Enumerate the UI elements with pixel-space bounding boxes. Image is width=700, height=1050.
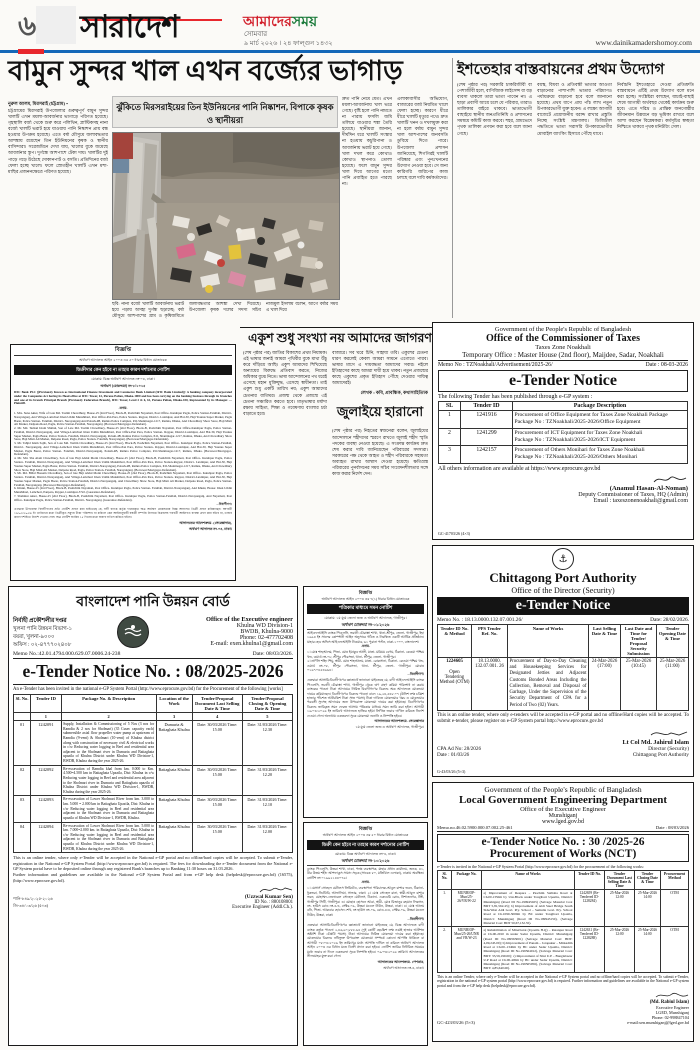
col-header: Package No. [452,871,482,890]
ific-plaintiff-tag: —Plaintiff. [14,397,232,406]
table-row [14,822,293,853]
cell: Re-excavation of Lower Sholmari River from km. 3.000 to km. 5.000 = 2.000 km in Batiaghata Upazila, Dist: Khulna in c/w Reducing water logging in Beel and residential area adjacent to the Sholmari river in Dumuria and Batiaghata upazila of Khulna WD Division-1, BWDB, Khulna. [61,796,156,822]
cpa-signatory-title1: Director (Security) [648,745,689,752]
brand-logo-red: আমাদের [243,15,292,30]
bwdb-date: Date: 08/03/2026. [252,651,293,657]
ific-defendant-2: 2. Mr. Md. Tarikul Islam Shimul, Son of Late Md. Taslim Chowdhury, House-25 (2nd Floor), Block-B, Poshchim Nayamati, Post Office-Kutubpur Pagla, Police Station- Fatullah, District-Narayanganj, And Village-Lamchori Iman Uddin Munshibari, Post Office-Pan Para, Police Station- Raypur, District-Luxmipur, And Hal-30, Haji Younus Super Market, Pagla Bazar, Police Station- Fatullah, District-Narayanganj, Polash-4B, Ramna Police Complex, P.O- Shantinagar-1217, Ramna, Dhaka, And Chowdhury Show Store, Haji Misir Ali Market, Delpana Road, Pagla, Police Station- Fatullah, Narayanganj. (Borrower/Mortgagor-Defendant). [14,426,232,442]
lead-photo-caption: ছবি: নানা বর্জ্যে খালটি আবর্জনায় ভরাট হয়ে পড়ায় অসহ্য দুর্গন্ধ ছড়াচ্ছে; বর্ষা মৌসুমে আশপাশের গ্রাম ও কৃষিজমিতে জলাবদ্ধতার আশঙ্কা দেখা দিয়েছে। উপজেলা কৃষক দলের সদস্য সচিব নাজমুল ইসলাম বলেন, আগে বর্ষার সময় এ খাল দিয়ে [112,301,338,318]
cell: 1242157 [461,446,513,464]
lead-column-3: এলাকাবাসীর অভিযোগ, বাজারের বর্জ্য নিয়মিত খালে ফেলা হচ্ছে। কারণে ধীরে ধীরে খালটি মৃত্যুর পথে। দ্রুত খালটি খনন ও দখলমুক্ত করা না হলে বর্ষায় বামুন সুন্দর খাল আশপাশের জনবসতি ডুবিয়ে দিতে পারে। উপজেলা প্রশাসন জানিয়েছে, শিগগিরই খালটি পরিষ্কার এবং পুনঃখননের উদ্যোগ নেওয়া হবে। সে জন্য কারিগরি জরিপের কাজ চলছে বলে দাবি কর্মকর্তাদের। [397,96,448,180]
july-article-text: (শেষ পৃষ্ঠার পর) নিহতের স্বজনেরা বলেন, জুলাইয়ের আন্দোলনে শহীদদের স্মরণে রাখতে জুলাই শহীদ স্মৃতি পদকের ব্যবস্থা নেওয়া হয়েছে। এ সংক্রান্ত কার্যক্রম দ্রুত শেষ করার দাবি জানিয়েছেন পরিবারের সদস্যরা। সরকারের পক্ষ থেকে আহত ও শহীদ পরিবারকে সহায়তা অব্যাহত রাখার আশ্বাস দেওয়া হয়েছে। ক্ষতিগ্রস্ত পরিবারের পুনর্বাসনের সময় সচিব সংবেদনশীলতার সঙ্গে কাজ করার নির্দেশ দেন। [332,428,428,477]
ific-signature-line2: অর্থঋণ আদালত নং-০৪, ঢাকা। [189,526,232,531]
day-label: সোমবার [244,30,268,38]
col-header: Procurement Method [661,871,689,890]
lged-tender-table [437,870,689,973]
cell: Date: 30/03/2026 Time: 15.00 [192,796,242,822]
cpa-date: Date: 28/02/2026. [650,617,689,623]
bwdb-notice-box [8,586,298,1046]
summons-versus: -বনাম- [360,644,371,649]
lged-signatory-name: (Md. Rabiul Islam) [649,1000,689,1006]
bwdb-notice-title: e-Tender Notice No. : 08/2025-2026 [13,661,293,685]
cell: Procurement of Day-to-Day Cleaning and Housekeeping Services for Designated Jetties and Adjacent Customs Bonded Areas Including the Collection, Removal and Disposal of Garbage, Under the Supervision of the Security Department of CPA for a Period of Two (02) Years. [508,658,589,711]
lged-dept: Local Government Engineering Department [458,794,668,806]
decree-mokam: মোকাম: বিজ্ঞ অর্থঋণ আদালত নং-৪, ঢাকা। [334,852,397,856]
cell: 1241299 [461,428,513,446]
summons-notice-box [303,586,428,818]
taxes-temp-office: Temporary Office : Master House (2nd floor), Maijdee, Sadar, Noakhali [438,351,688,361]
summons-mokam: মোকাম: ১ম যুগ্ম জেলা জজ ও অর্থঋণ আদালত, গাজীপুর। [324,616,407,620]
taxes-zone: Taxes Zone Noakhali [535,344,591,351]
lead-column-1: চট্টগ্রামের মিরসরাই উপজেলার গুরুত্বপূর্ণ বামুন সুন্দর খালটি এখন ময়লা-আবর্জনার ভাগাড়ে পরিণত হয়েছে। গৃহস্থালি বর্জ্য থেকে শুরু করে পলিথিন, প্লাস্টিকসহ নানা বর্জ্যে খালটি ভরাট হয়ে যাওয়ায় পানি নিষ্কাশন প্রায় বন্ধ হওয়ার উপক্রম হয়েছে। এতে বর্ষা মৌসুমে জলাবদ্ধতার আশঙ্কায় রয়েছেন তিন ইউনিয়নের কৃষক ও স্থানীয় বাসিন্দারা। সরেজমিনে দেখা যায়, খালের বুকে জমেছে আবর্জনার স্তূপ। দুর্গন্ধে আশপাশে টেকা দায়। খালটির দুই পাড়ে গড়ে উঠেছে দোকানপাট ও বসতি। প্রতিদিনের বর্জ্য ফেলা হচ্ছে খালে। ফলে স্রোতহীন খালটি এখন মশা-মাছির প্রজননক্ষেত্রে পরিণত হয়েছে। [8,108,108,174]
lead-photo [112,132,340,300]
lead-subhead-box: ঝুঁকিতে মিরসরাইয়ের তিন ইউনিয়নের পানি নিষ্কাশন, বিপাকে কৃষক ও স্থানীয়রা [112,96,338,128]
bwdb-logo-icon [117,616,149,648]
col-header: Tender Opening Date & Time [657,625,689,658]
col-header: Tender ID [31,695,62,713]
cell: MUNRIOP-Mun/25-26/VR/W-22 [452,890,482,927]
table-header-row [14,695,293,713]
taxes-info-line: All others information are available at https://www.eprocure.gov.bd [438,465,601,472]
cell: 5 [242,713,292,721]
cell: 04 [14,822,31,853]
header-rule-red [18,49,44,55]
ekush-column-2 [332,350,428,582]
cell: 1. [438,890,452,927]
col-header: SL [439,402,461,411]
bwdb-signatory-name: (Uzzwal Kumar Sen) [244,894,293,901]
cpa-tender-table [437,624,689,711]
cell [14,713,31,721]
bwdb-office-en-line4: Phone: 02-477702408 [239,635,293,641]
column-divider [452,58,453,318]
bwdb-office-en [158,616,293,650]
col-header: Name of Works [482,871,575,890]
cell: Re-excavation of Ramdia khal from km. 0.000 to Km. 4.500=4.500 km in Batiaghata Upazila, Dist: Khulna in c/w Reducing water logging in Beel and residential area adjacent to the Sholmari river in Dumuria and Batiaghata upazila of Khulna District under Khulna WD Division-1, BWDB, Khulna during the year 2025-26. [61,765,156,796]
cell: Date: 31/03/2026 Time: 12.30 [242,721,292,766]
cpa-signatory-title2: Chittagong Port Authority [632,751,689,758]
manifesto-headline: ইশতেহার বাস্তবায়নের প্রথম উদ্যোগ [457,62,665,78]
lged-govt-line: Government of the People's Republic of Bangladesh [484,785,642,794]
cell: Dumuria & Batiaghata Khulna [156,721,192,766]
lged-place: Munshiganj [548,813,578,819]
bwdb-signatory-title: Executive Engineer (Addl.Ch.). [232,905,293,911]
cell: MUNRIOP-Mun/25-26/UNR and VR/W-23 [452,927,482,973]
package-no: Package No : TZNoakhali/2025-2026/Office Equipment [514,419,641,426]
taxes-office: Office of the Commissioner of Taxes [486,333,640,344]
decree-versus: -বনাম- [360,880,371,885]
cpa-ad-no: CPA Ad No: 28/2026 [437,745,482,752]
bwdb-office-en-line2: Khulna WD Division-1 [236,623,293,629]
decree-signature-1: আদালতের আদেশক্রমে- পেশকার, [377,959,424,964]
ific-plaintiff: IFIC Bank PLC [(Previously Known as International Finance Investment and Commerce Bank Limited (IFIC Bank Limited)]: A banking company incorporated under the Companies Act having its Head office at IFIC Tower, 61, Purana Paltan, Dhaka-1000 and has been carrying on the banking business through its branches and one of its branch Principal Branch (Previously Federation Branch), IFIC Tower, Level 2 & 6, 61, Purana Paltan, Dhaka-100, Represented by its Manager. [14,390,232,402]
header-rule-blue [0,50,700,53]
taxes-signatory-email: Email : taxeszonenoakhali@gmail.com [593,497,688,504]
lged-ref: GC-423/03/26 (5×3) [437,1020,475,1026]
lged-notice-box [432,782,694,1042]
table-row [438,927,689,973]
bwdb-memo: Memo No.:42.01.4794.000.629.07.0006.24-238 [13,651,121,657]
cell: 1242631 (Re-Tendered ID-1228288) [575,927,605,973]
section-title: সারাদেশ [80,9,179,44]
cpa-name: Chittagong Port Authority [489,570,637,585]
bwdb-ref-2: জি-৩৪/০৩/২৬ (৫×৩) [13,903,48,909]
decree-law-line: অর্থঋণ আদালত আইন ২০০৩ এর ৫০ ধারার বিধান মোতাবেক [322,833,409,837]
decree-notice-box [303,822,428,1046]
bwdb-office-bn-line4: অফিস : ০২-৪৭৭৭০২৪০৮ [13,642,72,648]
summons-party-tag: ...বিবাদীগণ। [407,672,424,677]
signature-icon [652,474,688,485]
col-header: Sl. No. [14,695,31,713]
tender-id: 1224605 [446,659,463,664]
section-rule [240,327,440,328]
table-row [14,765,293,796]
lged-note: This is an online Tender, where only e-Tender will be accepted in the National e-GP System portal and no offline/hard copies will be accepted. To submit e-Tender, registration in the national e-GP system portal (http://www.eprocure.gov.bd) is required. Further information and guidelines are available in the National e-GP system portal and from the e-GP help desk (helpdesk@eprocure.gov.bd). [437,974,689,989]
bwdb-office-en-line3: BWDB, Khulna-9000 [240,629,293,635]
decree-label: বিজ্ঞপ্তি [358,826,373,831]
package-desc: Procurement of Others Monihari for Taxes Zone Noakhali [514,447,645,454]
cell: Batiaghata Khulna [156,765,192,796]
cell: Date: 30/03/2026 Time: 15.00 [192,822,242,853]
signature-icon [655,991,689,1000]
taxes-intro: The following Tender has been published through e-GP system : [438,394,593,400]
date-line: ৯ মার্চ ২০২৬ । ২৪ ফাল্গুন ১৪৩২ [244,40,333,47]
manifesto-column-1: (শেষ পৃষ্ঠার পর) সরকারি চাকরিজীবী বা পেশাজীবী হলে, বাণিজ্যিক লাইসেন্স বা বড় ব্যবসা থাকলে তারা ভাতা পাবেন না। এ ছাড়া প্রবাসী আয়ে চলে যে পরিবার, তারাও তালিকার বাইরে থাকবে। ভাতাভোগী বাছাইয়ে স্থানীয় জনপ্রতিনিধি ও প্রশাসনের সমন্বয়ে কমিটি কাজ করবে। শহর, গ্রামভেদে পৃথক তালিকা প্রণয়ন করা হবে বলে জানা গেছে। [457,82,532,136]
ekush-column-2-text: বাজারে। সব ঘরে চিনি, সাহায্য তবি। একুশের চেতনা ধারণ করলেই কেবল আমরা সামনে এগোতে পারব। ভাষার মাসে এ দায়বদ্ধতা আমাদের সবার। নইলে ইতিহাসের কাছে আমরা দায়ী হয়ে থাকব। নতুন প্রজন্মের কাছে একুশের প্রকৃত ইতিহাস পৌঁছে দেওয়ার দায়িত্ব আমাদেরই। [332,350,428,386]
col-header: Location of the Work [156,695,192,713]
cell: 25-Mar-2026 14:00 [635,927,661,973]
cell: OTM [661,890,689,927]
cell: Date: 30/03/2026 Time: 15.00 [192,721,242,766]
manifesto-column-3: নির্বাচনি ইশতেহারে দেওয়া প্রতিশ্রুতি বাস্তবায়নে এটিই প্রথম উদ্যোগ বলে মনে করা হচ্ছে। সংশ্লিষ্টরা বলছেন, যাচাই-বাছাই শেষে আগামী অর্থবছর থেকেই কার্যক্রম শুরু হবে। এতে দরিদ্র ও প্রান্তিক জনগোষ্ঠীর জীবনমান উন্নয়নে বড় ভূমিকা রাখবে বলে আশা করছেন বিশ্লেষকরা। কর্মসূচির স্বচ্ছতা নিশ্চিতে থাকবে পৃথক মনিটরিং সেল। [617,82,694,130]
column-number-row [14,713,293,721]
summons-signature-2: ১ম যুগ্ম জেলা জজ ও অর্থঋণ আদালত, গাজীপুর। [355,725,424,730]
ific-defendant-3: 3. Mr. Tahjid Islam Sajib, Son of Late Md. Taslim Chowdhury, House-25 (2nd Floor), Block-B, Poshchim Nayamati, Post Office- Kutubpur Pagla, Police Station-Fatullah, District- Narayanganj, And Village-Lamchori Iman Uddin Munshibari, Post Office-Pan Para, Police Station- Raypur, District-Luxmipur, And Hal-30, Haji Younus Super Market, Pagla Bazar, Police Station- Fatullah, District-Narayanganj, Polash-4B, Ramna Police Complex, P.O-Shantinagar-1217, Ramna, Dhaka. (Borrower/Mortgagor-Defendant). [14,441,232,457]
summons-law-line: অর্থঋণ আদালত আইন ২০০৩ এর ৭(১) ধারার বিধান মোতাবেক [321,597,410,601]
taxes-notice-title: e-Tender Notice [438,370,688,392]
cell: Date: 30/03/2026 Time: 15.00 [192,765,242,796]
table-row [14,796,293,822]
ific-defendant-1: 1. Mrs. Suna Akter, Wife of Late Md. Taslim Chowdhury, House-25 (2nd Floor), Block-B, Poshchim Nayamati, Post Office- Kutubpur Pagla, Police Station-Fatullah, District- Narayanganj, And Village-Lamchori Iman Uddin Munshibari, Post Office-Pan Para, Police Station- Raypur, District- Luxmipur, And Hal-30, Haji Younus Super Market, Pagla Bazar, Police Station- Fatullah, District- Narayanganj And Polash-4B, Ramna Police Complex, P.O-Shantinagar-1217, Ramna, Dhaka, And Chowdhury Show Store, Haji Misir Ali Market, Delpana Road, Pagla, Police Station-Fatullah, Narayanganj. (Borrower/Mortgagor-Defendant). [14,411,232,427]
col-header: Tender/Proposal Closing & Opening Date & Time [242,695,292,713]
table-row [439,428,688,446]
summons-signature-1: আদালতের আদেশক্রমে- সেরেস্তাদার [374,719,424,724]
cell: Date: 31/03/2026 Time: 12.10 [242,796,292,822]
package-desc: Procurement of Office Equipment for Taxes Zone Noakhali Package [514,412,668,418]
cell: Batiaghata Khulna [156,822,192,853]
taxes-memo: Memo No : TZNoakhali/Advertisement/2025-26/ [438,362,553,368]
col-header: Package Description [513,402,688,411]
summons-body-1: আইএফআইসি ব্যাংক পিএলসি, ভবানী চৌরাস্তা শাখা, থানা-শ্রীপুর, জেলা- গাজীপুর, ইহা ১৯৯৪ ইং সালের কোম্পানী আইন অনুসারে গঠিত ও নিবন্ধিত একটি আর্থিক প্রতিষ্ঠান। যাহার হেড অফিস আইএফআইসি টাওয়ার, ৬১ পুরানা পল্টন, ঢাকা-১০০০, বাংলাদেশ। [307,631,424,644]
bwdb-signatory-id: ID No. : 880108001 [254,900,293,906]
cell: 2. [438,927,452,973]
package-no: Package No : TZNoakhali/2025-2026/Others Monihari [514,454,638,461]
tender-method: Open Tendering Method (OTM) [439,670,470,685]
lead-column-2: দ্রুত পানি নেমে যেত। এখন ময়লা-আবর্জনায় খাল ভরে গেছে। বৃষ্টি হলে পানি নামতে না পারায় ফসলি জমি তলিয়ে যাওয়ার শঙ্কা তৈরি হয়েছে। স্থানীয়রা জানান, দীর্ঘদিন ধরে খালটি সংস্কার না হওয়ায় কচুরিপানা ও আবর্জনায় ভরাট হয়ে গেছে। খাল দখল করে কোথাও কোথাও স্থাপনাও তোলা হয়েছে। ফলে বামুন সুন্দর খাল দিয়ে আগের মতো পানি প্রবাহিত হতে পারছে না। [342,96,392,186]
table-row [439,446,688,464]
page-number: ৬ [18,11,37,42]
table-row [438,658,689,711]
ific-case-no: অর্থঋণ (মোকদ্দমা) নং-৮/২০২৫ [100,384,146,388]
col-header: Sl. No. [438,871,452,890]
cell: 1 [31,713,62,721]
summons-body-2: এতদ্বারা আসামি/বিবাদীগণের জ্ঞাতার্থে জানানো যাইতেছে যে, বাদী আইএফআইসি ব্যাংক পিএলসি, ভবানী চৌরাস্তা শাখা, গাজীপুর থেকে ঋণ গ্রহণ করিয়া পরিশোধ না করায় ব্যাংকের পাওনা টাকা আদায়ের নিমিত্ত বিবাদীগণের বিরুদ্ধে অত্র আদালতে মোকদ্দমা দায়ের করিয়াছেন। বিবাদীগণের বিরুদ্ধে পাওনা বাবদ ১৯,২৪,৫৪৮.০৭ (উনিশ লক্ষ চব্বিশ হাজার পাঁচশত আটচল্লিশ টাকা সাত পয়সা) টাকা দাবিতে মোকদ্দমার খরচ ও মোকদ্দমার পরবর্তী সুদসহ আদায়ের জন্য উপরোক্ত মোকদ্দমা দায়ের করা হইয়াছে। বিবাদীগণের বিরুদ্ধে জারিকৃত সমন ফেরত আসায় পত্রিকার মাধ্যমে সমন জারি করা হইল। আগামী ১৯/০৪/২০২৬ ইং তারিখে আদালতে হাজির হইয়া লিখিত জবাব দাখিল করিতে নির্দেশ দেওয়া গেল। অন্যথায় একতরফা সূত্রে মোকদ্দমা শুনানি ও নিষ্পত্তি হইবে। [307,678,424,718]
cell: 01 [14,721,31,766]
summons-case-no: অর্থঋণ মোকদ্দমা নং-০১/২০২৬ [307,622,424,630]
cell: 1242094 [31,822,62,853]
decree-signature-2: অর্থঋণ আদালত নং-৪, ঢাকা। [383,965,424,970]
cell: Supply, Installation & Commissioning of 5 Nos (3 nos for Ramdia & 2 nos for Sholmari) (35 Cusec capacity each) submersible axial flow propeller water pump at upstream of Ramdia (9-vent) & Sholmari (10-vent) of Khulna district along with construction of necessary civil & electrical works in c/w Reducing water logging in Beel and residential area adjacent to the Sholmari river in Dumuria and Batiaghata upazila of Khulna District under Khulna WD Division-1, BWDB, Khulna during the year 2025-26. [61,721,156,766]
col-header: Package No. & Description [61,695,156,713]
decree-case-no: অর্থঋণ মোকদ্দমা নং-১০/২০২৬ [307,858,424,866]
cell: 1242091 [31,721,62,766]
cell: 3 [156,713,192,721]
table-header-row [438,871,689,890]
col-header: Tender ID No. & Method [438,625,472,658]
lged-memo: Memo.no.46.02.5900.000.07.002.25-461 [437,825,513,830]
col-header: Last Date and Time for Tender/ Proposal Security Submission [621,625,657,658]
col-header: Tender Closing Date & Time [635,871,661,890]
summons-party-2: ২। নার্গিস শহিদ শিমু, স্বামী- মোঃ শাহআলম, মাতা- রোকসানা, ঠিকানা- কেওয়া পশ্চিম খন্ড, ওয়ার্ড নং-০৮, শ্রীপুর পৌরসভা, থানা- শ্রীপুর, জেলা- গাজীপুর। মোবাঃ ০১৬৭০৪৫৪৬৬৪। [307,659,424,672]
bwdb-intro: An e-Tender has been invited in the national e-GP System Portal (http://www.eprocure.gov.bd) for the Procurement of the following [works] [13,687,283,692]
cell: 1242093 [31,796,62,822]
cell: Batiaghata Khulna [156,796,192,822]
col-header: Name of Works [508,625,589,658]
bwdb-office-bn-line1: নির্বাহী প্রকৌশলীর দপ্তর [13,618,67,624]
ekush-headline: একুশ শুধু সংখ্যা নয় আমাদের জাগরণ [247,331,432,345]
col-header: Tender ID No. [575,871,605,890]
cell: a) Rehabilitation of Mirerbarai (Upazila H.Q) – Ratanpur Road at Ch.00-2010 m under Sadar Upazila, District: Munshiganj (Road ID No.199563001) (Salvage Material Cost: BDT: 4,09,245.00); b) Improvement of Panam – Jorapukur – Mirkadim Road at Ch.00–1340m by BC under Sadar Upazila, District: Munshiganj (Road ID No.199564012), (Salvage Material Cost: BDT: 33,59,199.00); c) Improvement of Silai U.P – Banglabazar U.P Road at Ch.00-400m by BC under Sadar Upazila, District: Munshiganj (Road ID No.199565056), (Salvage Material Cost: BDT: 4,85,640.00). [483,928,573,971]
taxes-notice-box [432,322,694,540]
cpa-note: This is an online tender, where only e-tenders will be accepted in e-GP portal and no offline/Hard copies will be accepted. To submit e-tender, please register on e-GP System portal http://www.eprocure.gov.bd [437,712,689,725]
ific-defendant-5: 5. Mr. Md. Billal Hossain Chowdhury, Son of late Haji Abdul Motin Chowdhury, House-25 (2nd Floor), Block-B, Poshchim Nayamati, Post Office- Kutubpur Pagla, Police Station- Fatullah, District-Narayanganj, And Village-Lamchori Iman Uddin Munshibari, Post Office-Pan Para, Police Station- Raypur, District-Luxmipur, And Hal-30, Haji Younus Super Market, Pagla Bazar, Police Station-Fatullah, District-Narayanganj, And Chowdhury Show Store, Haji Misir Ali Market, Delpana Road, Pagla, Police Station- Fatullah, Narayanganj. (Borrower/Mortgagor-Defendant). [14,471,232,487]
lged-signatory-line3: Phone: 02-998847104 [651,1015,689,1021]
cell: OTM [661,927,689,973]
bwdb-office-bn-line2: খুলনা পানি উন্নয়ন বিভাগ-১ [13,626,72,632]
bwdb-office-en-line5: E-mail: exen.khulna1@gmail.com [210,641,293,647]
cpa-signatory-name: Lt Col Md. Jahirul Islam [622,738,689,746]
taxes-ref: GC-41703/26 (4×3) [438,531,470,536]
ific-notice-title: ডিক্রীদার কেন হইবে না তাহার কারণ দর্শানোর নোটিশ [14,365,232,375]
cell: 03 [14,796,31,822]
lged-intro: e-Tender is invited in the National e-GP System Portal (http://www.eprocure.gov.bd) for the procurement of the following works: [437,864,644,869]
taxes-govt-line: Government of the People's Republic of Bangladesh [494,326,632,333]
cell: a) Improvement of Reepara – Paschim Satlisha Road at Ch.00.1350m by Uni-Block under Tongibari Upazila, District: Munshiganj (Road ID No.199945025) (Salvage Material Cost BDT 5,81,562.43); b) Improvement of Aldi Steel Bridge South Side/West Aldi Govt. Pry. School – Semulia Govt. Pry. School Road at Ch.1090-3000m by BC under Tongibari Upazila, District: Munshiganj (Road ID No.199943150), (Salvage Material Cost: BDT 50,67,132.55). [483,891,573,925]
bwdb-tender-table [13,694,293,853]
cell: 25-Mar-2026 12:00 [605,927,635,973]
cell: 24-Mar-2026 (17:00) [589,658,621,711]
col-header: PPS Tender Ref. No. [472,625,508,658]
col-header: Tender Document Last Selling Date & Time [605,871,635,890]
col-header: Tender ID [461,402,513,411]
table-row [439,411,688,429]
ific-defendant-4: 4. Mr. Md. Sha Alam Chowdhury, Son of late Haji Abdul Motin Chowdhury, House-25 (2nd Floor), Block-B, Poshchim Nayamati, Post Office- Kutubpur Pagla, Police Station- Fatullah, District-Narayanganj, And Village-Lamchori Iman Uddin Munshibari, Post Office-Pan Para, Police Station-Raypur, District- Luxmipur, And Hal-30, Haji Younus Super Market, Pagla Bazar, Police Station- Fatullah, District-Narayanganj, Polash-4B, Ramna Police Complex, P.O-Shantinagar-1217, Ramna, Dhaka, And Chowdhury Show Store, Haji Misir Ali Market, Delpana Road, Pagla, Police Station- Fatullah, Narayanganj. (Borrower/Mortgagor-Defendant). [14,456,233,472]
lged-office: Office of the Executive Engineer [520,806,606,813]
bwdb-ref-1: পানি-৮৪৯/২০২৫-২০২৬ [13,896,53,902]
cpa-ref: G-43/03/26 (5×3) [437,769,466,774]
cpa-office: Office of the Director (Security) [511,586,615,595]
signature-icon [649,729,689,739]
bwdb-footer-2: Further information and guidelines are available in the National e-GP System Portal and from e-GP help desk (helpdesk@eprocure.gov.bd) (16575), (http://www.eprocure.gov.bd). [13,871,293,883]
july-sub-headline: জুলাইয়ে হারানো [336,404,424,420]
cpa-seal-icon: ⚓ [552,548,574,570]
taxes-signatory-title: Deputy Commissioner of Taxes, HQ (Admin) [578,491,688,498]
website-url: www.dainikamadershomoy.com [595,38,692,47]
ific-mokam: মোকাম: বিজ্ঞ অর্থঋণ আদালত নং-০৪, ঢাকা। [91,377,155,381]
cell: 1 [439,411,461,429]
taxes-date: Date : 08-03-2026 [645,362,688,368]
bwdb-office-en-line1: Office of the Executive engineer [206,616,293,623]
ific-closing: এতদ্বারা উপরোক্ত বিবাদীগণের প্রতি নোটিশ প্রদান করা যাইতেছে যে, বাদী ব্যাংক কর্তৃক দায়েরকৃত অত্র অর্থঋণ মোকদ্দমায় বিজ্ঞ আদালত ডিক্রী প্রদান করিয়াছেন। আগামী ১৯/০৩/২০২৬ ইং তারিখের মধ্যে ডিক্রীকৃত সমুদয় টাকা পরিশোধ না করিলে কেন আইনানুযায়ী বন্ধকী সম্পত্তি নিলামে বিক্রয়সহ পরবর্তী আইনগত ব্যবস্থা গ্রহণ করা হইবে না, তাহার কারণ দর্শাইতে নির্দেশ দেওয়া গেল। অত্র নোটিশ জারির ১৫ দিনের মধ্যে জবাব দাখিল করিতে হইবে। [14,507,232,519]
lged-website: www.lged.gov.bd [541,819,585,825]
lged-notice-title-2: Procurement of Works (NCT) [489,848,637,860]
bwdb-footer-1: This is an online tender, where only e-Tender will be accepted in the National e-GP portal and no offline/hard copies will be accepted. To submit e-Tender, registration in the National e-GP System Portal (http://www.eprocure.gov.bd) is required. The fees for downloading the e-Tender document from the National e-GP System portal have to be deposited online through any registered Bank's branches up to Banking 11:30 hours on 31.03.2026. [13,855,293,872]
ekush-column-1: (শেষ পৃষ্ঠার পর) জাতির বিকাশের প্রথম নিয়ামক। এই ভাষার জন্যই আমরা পৃথিবীর বুকে মাথা উঁচু করে দাঁড়িয়ে আছি। একুশ আমাদের শিখিয়েছে অন্যায়ের বিরুদ্ধে প্রতিবাদ করতে, নিজের অধিকার বুঝে নিতে। ভাষা আন্দোলনের পথ ধরেই এসেছে মহান মুক্তিযুদ্ধ, এসেছে স্বাধীনতা। তাই একুশ শুধু একটি তারিখ নয়; একুশ আমাদের চেতনার বাতিঘর। প্রজন্ম থেকে প্রজন্মে এই চেতনা সঞ্চারিত করতে হবে। মাতৃভাষার মর্যাদা রক্ষায় সাহিত্য, শিক্ষা ও গবেষণায় বাংলার চর্চা বাড়াতে হবে। [243,350,327,416]
lged-signatory-line4: e-mail:xen.munshiganj@lged.gov.bd [627,1020,689,1026]
ific-notice-box [10,344,236,581]
lead-byline: নুরুল আলম, মিরসরাই (চট্টগ্রাম) • [8,101,68,106]
ific-notice-label: বিজ্ঞপ্তি [14,347,232,356]
cell: 25-Mar-2026 14:00 [635,890,661,927]
brand-logo-green: সময় [291,15,318,30]
ific-versus: -বনাম- [118,406,128,411]
lged-notice-title-1: e-Tender Notice No. : 30 /2025-26 [481,836,645,848]
cpa-memo: Memo No. : 18.13.0000.132.07.001.26/ [437,617,523,623]
cpa-notice-box [432,545,694,777]
decree-party-1: ১। মেসার্স সোহেল মেটালস লিমিটেড, ব্যবস্থাপনা পরিচালক-আবুল বাশার ভবন, ঠিকানা- ধুকভরা, নির্ববিবি, আফালিয়া, সাভার, ঢাকা। ২। মোঃ সোহেল রানা, স্বামী-আবুল বাশার ভবন, মোহাম্মদ-জেনারেল সোহেল মেটালস, ঠিকানা- একডেমি রোড, নিশাতনগর, টঙ্গী, গাজীপুর সিটি, গাজীপুর। ৩। মোছাঃ হোসনে আরা, স্বামী- মোঃ মিজানুর রহমান লিকসন, নং- হাউস রোড নং-৪/৪, সেক্টর-০৯, উত্তরা মডেল টাউন, উত্তরা, ঢাকা। ৪। মোঃ আলম বনি, পিতা- আকবার হোসেন শেখ, নং হাউস নং-০৬, রোড-৪/৪, সেক্টর-০৯, উত্তরা মডেল টাউন, উত্তরা, ঢাকা। [307,886,424,917]
package-desc: Procurement of ICT Equipment for Taxes Zone Noakhali [514,429,643,436]
decree-body-1: ব্যাংক পিএলসি, উত্তরা শাখা, ঢাকা, পক্ষে ব্যবস্থাপক, যাহার প্রধান কার্যালয়, জনক, ৪১, বীর উত্তম শহীদ আশফাকুস সামাদ সড়ক (সাবেক ৮০, মতিঝিল এলাকা), ঢাকায় অবস্থিত। নোটিশ নং ০১৯৯২১৪৪০৭৬। [307,867,424,880]
cell: 4 [192,713,242,721]
cell: 25-Mar-2026 (11:00) [657,658,689,711]
summons-title: পত্রিকার মাধ্যমে সমন নোটিশ [307,604,424,614]
cell: 1242659 (Re-Tendered ID-1228284) [575,890,605,927]
cell: Date: 31/03/2026 Time: 12.20 [242,765,292,796]
table-header-row [438,625,689,658]
summons-party-1: ১। মোঃ শাহআলম, পিতা- মোঃ ইয়াকুব আলী, মাতা- মরিয়ম বেগম, ঠিকানা- কেওয়া পশ্চিম খন্ড, ওয়ার্ড নং-০৮, শ্রীপুর পৌরসভা, থানা- শ্রীপুর, জেলা- গাজীপুর। [307,650,424,659]
taxes-signatory-name: (Anamul Hasan-Al-Noman) [609,484,688,492]
cell: 02 [14,765,31,796]
lged-signatory-line1: Executive Engineer [656,1005,689,1011]
summons-label: বিজ্ঞপ্তি [358,590,373,595]
lged-date: Date : 08/03/2026 [655,825,689,830]
manifesto-column-2: বয়স্ক, বিধবা ও প্রতিবন্ধী ভাতার আওতা বাড়ানোর পাশাপাশি ভাতার পরিমাণও পর্যায়ক্রমে বাড়ানো হবে বলে জানানো হয়েছে। প্রথম ধাপে প্রায় পাঁচ লাখ নতুন উপকারভোগী যুক্ত হবেন। এ লক্ষ্যে আগামী বাজেটে প্রয়োজনীয় বরাদ্দ রাখার প্রস্তুতি নিচ্ছে সংশ্লিষ্ট মন্ত্রণালয়। ডিজিটাল পদ্ধতিতে ভাতা সরাসরি উপকারভোগীর মোবাইল ব্যাংকিং হিসাবে পৌঁছে যাবে। [537,82,612,136]
cell: 25-Mar-2026 12:00 [605,890,635,927]
table-row [438,890,689,927]
decree-party-tag: ...বিবাদীগণ। [407,917,424,922]
canal-garbage-photo [113,133,339,299]
bwdb-office-bn [13,616,108,650]
cell: 1241916 [461,411,513,429]
bwdb-title: বাংলাদেশ পানি উন্নয়ন বোর্ড [76,595,230,610]
cell: 1242092 [31,765,62,796]
cell: Date: 31/03/2026 Time: 12.00 [242,822,292,853]
lged-signatory-line2: LGED, Munshiganj [655,1010,689,1016]
ific-signature-line1: আদালতের আদেশক্রমে- (সেরেস্তাদার), [179,520,232,525]
cell: 25-Mar-2026 (10:45) [621,658,657,711]
cpa-notice-title: e-Tender Notice [437,597,689,615]
bwdb-office-bn-line3: বয়রা, খুলনা-৯০০০ [13,634,55,640]
ific-defendant-6: 6. Khuki, House-25 (2nd Floor), Block-B, Poshchim Nayamati, Post Office- Kutubpur Pagla, Police Station- Fatullah, District-Narayanganj, And Khuki, House: Iman Uddin Munshibari, Lamchori, Panpara, Raypur, Luxmipur-3722. (Guarantor-Defendant). [14,486,232,495]
col-header: Tender/Proposal Document Last Selling Date & Time [192,695,242,713]
table-row [14,721,293,766]
lead-headline: বামুন সুন্দর খাল এখন বর্জ্যের ভাগাড় [8,55,403,86]
ific-defendant-7: 7. Shahinur Akter, House-25 (2nd Floor), Block-B, Poshchim Nayamati, Post Office- Kutubpur Pagla, Police Station-Fatullah, District-Narayanganj, And Nayamati, Post Office- Kutubpur Pagla, Police Station-Fatullah, District- Narayanganj. (Guarantor-Defendant). [14,493,232,502]
col-header: Last Selling Date & Time [589,625,621,658]
cell: 3 [439,446,461,464]
taxes-tender-table [438,401,688,464]
cpa-ad-date: Date : 01/03/26 [437,751,470,758]
decree-body-2: এতদ্বারা আসামি/বিবাদীগণের জ্ঞাতার্থে জানানো যাইতেছে যে, বিজ্ঞ আদালতে বাদী ব্যাংক কর্তৃক পাওনা ২,৪৬,৯০,৮৮৮.৬৪ (দুই কোটি ছেচল্লিশ লক্ষ নব্বই হাজার আটশত অষ্টাশি টাকা চৌষট্টি পয়সা) টাকা আদায়ের নিমিত্ত মোকদ্দমা দায়ের করা হইয়াছে। মোকদ্দমার বিরুদ্ধে নথিভুক্ত উপরোক্ত মোকদ্দমা সম্পর্কে কোনো আপত্তি থাকিলে বা আগামী ০৮/০৪/২০২৬ ইং তারিখের মধ্যে আপত্তি দাখিল না করিলে অর্থঋণ আদালত আইন ২০০৩ এর বিধান মতে ডিক্রী প্রদান করা হইবে। নোটিশ জারির নির্ধারিত সময়ের মধ্যে জবাব না দিলে একতরফা সূত্রে নিষ্পত্তি হইবে। ০৯/০৩/২০২৬ তারিখে আদালতের সীলমোহর যুক্ত করা গেল। [307,923,424,959]
package-no: Package No : TZNoakhali/2025-2026/ICT Equipment [514,436,636,443]
ekush-author: লেখক : কবি, প্রাবন্ধিক, কথাসাহিত্যিক [360,390,428,396]
table-header-row [439,402,688,411]
decree-title: ডিক্রী কেন হইবে না তাহার কারণ দর্শানোর নোটিশ [307,840,424,850]
signature-icon [259,885,293,894]
cell: 2 [61,713,156,721]
ific-law-line: অর্থঋণ আদালত আইন ২০০৩ এর ৫০ ধারার বিধান মোতাবেক [79,358,167,362]
ific-defendants-tag: ...বিবাদীগণ। [216,502,232,507]
cell: Re-excavation of Lower Sholmari River from km. 5.000 to km. 7.000=2.000 km. in Batiaghata Upazila, Dist: Khulna in c/w Reducing water logging in Beel and residential area adjacent to the Sholmari river in Dumuria and Batiaghata upazila of Khulna District under Khulna WD Division-1, BWDB, Khulna during the year 2025-26. [61,822,156,853]
cell: 18.13.0000. 132.07.001. 26 [472,658,508,711]
cell: 2 [439,428,461,446]
